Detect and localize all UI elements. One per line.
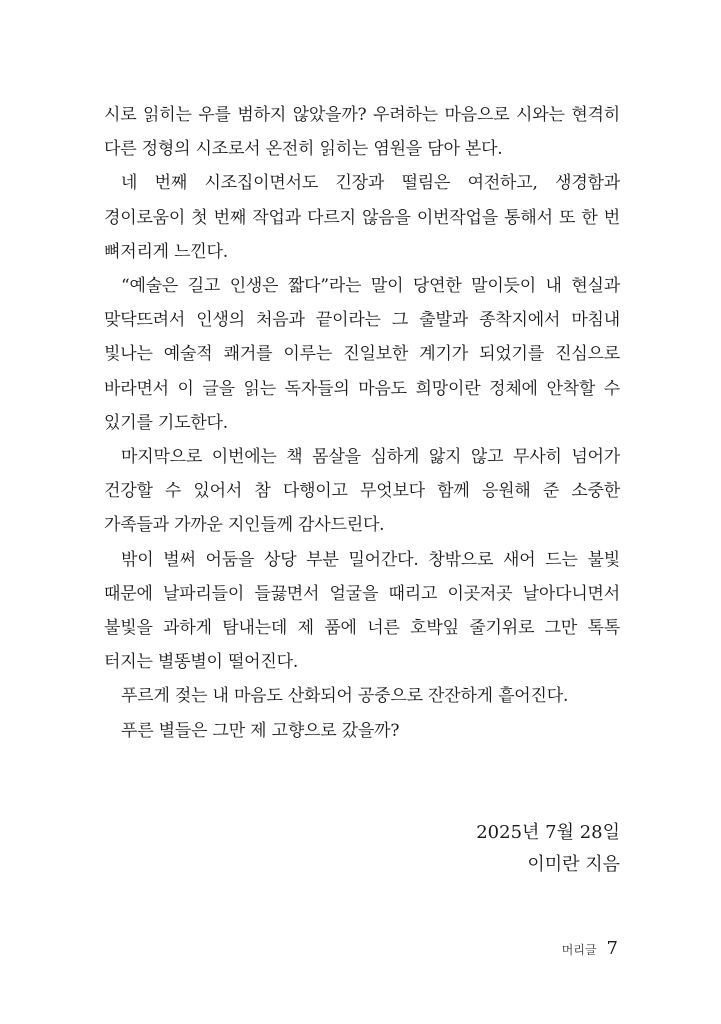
paragraph-2: 네 번째 시조집이면서도 긴장과 떨림은 여전하고, 생경함과 경이로움이 첫 번째 작업과 다르지 않음을 이번작업을 통해서 또 한 번 뼈저리게 느낀다. <box>104 173 620 262</box>
paragraph-1: 시로 읽히는 우를 범하지 않았을까? 우려하는 마음으로 시와는 현격히 다른 정형의 시조로서 온전히 읽히는 염원을 담아 본다. <box>104 105 620 160</box>
signature-date: 2025년 7월 28일 <box>476 822 620 843</box>
paragraph-4: 마지막으로 이번에는 책 몸살을 심하게 앓지 않고 무사히 넘어가 건강할 수 있어서 참 다행이고 무엇보다 함께 응원해 준 소중한 가족들과 가까운 지인들께 감사드린다. <box>104 447 620 536</box>
running-section-title: 머리글 <box>561 943 597 957</box>
signature-block <box>476 817 620 881</box>
paragraph-7: 푸른 별들은 그만 제 고향으로 갔을까? <box>121 720 400 741</box>
page-number: 7 <box>606 938 618 959</box>
paragraph-6: 푸르게 젖는 내 마음도 산화되어 공중으로 잔잔하게 흩어진다. <box>121 686 569 707</box>
paragraph-5: 밖이 벌써 어둠을 상당 부분 밀어간다. 창밖으로 새어 드는 불빛 때문에 날파리들이 들끓면서 얼굴을 때리고 이곳저곳 날아다니면서 불빛을 과하게 탐내는데 제 품에 너른 호박잎 줄기위로 그만 톡톡 터지는 별똥별이 떨어진다. <box>104 549 620 673</box>
page-footer <box>562 938 618 959</box>
paragraph-3: “예술은 길고 인생은 짧다”라는 말이 당연한 말이듯이 내 현실과 맞닥뜨려서 인생의 처음과 끝이라는 그 출발과 종착지에서 마침내 빛나는 예술적 쾌거를 이루는 진일보한 계기가 되었기를 진심으로 바라면서 이 글을 읽는 독자들의 마음도 희망이란 정체에 안착할 수 있기를 기도한다. <box>104 276 620 433</box>
preface-body <box>104 98 620 748</box>
signature-author: 이미란 지음 <box>527 854 620 875</box>
